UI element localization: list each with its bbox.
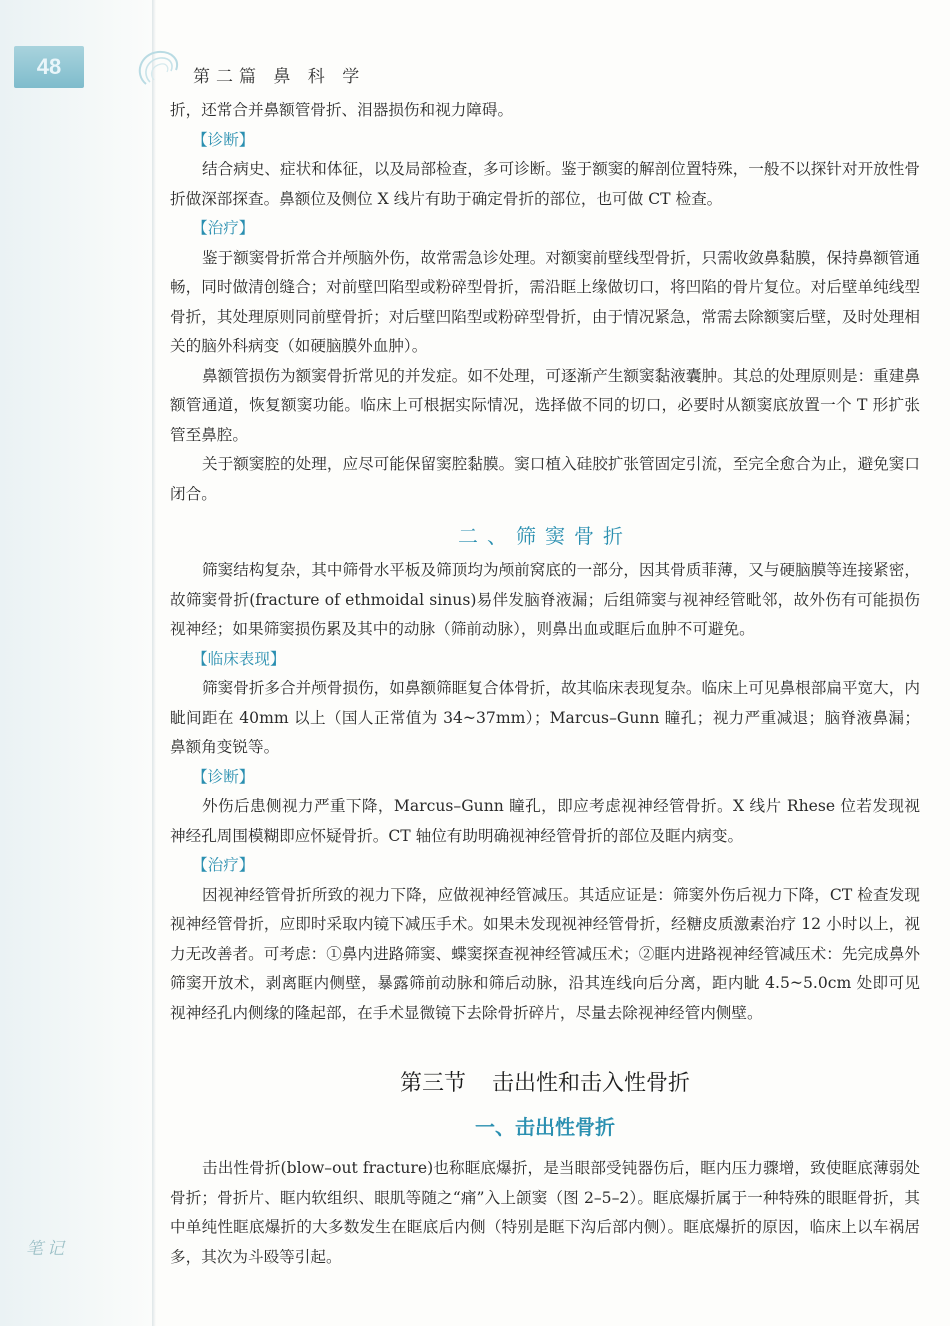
paragraph: 关于额窦腔的处理，应尽可能保留窦腔黏膜。窦口植入硅胶扩张管固定引流，至完全愈合为止，避免窦口闭合。 bbox=[170, 455, 920, 503]
paragraph: 因视神经管骨折所致的视力下降，应做视神经管减压。其适应证是：筛窦外伤后视力下降，CT 检查发现视神经管骨折，应即时采取内镜下减压手术。如果未发现视神经管骨折，经糖皮质激素治疗 12 小时以上，视力无改善者。可考虑：①鼻内进路筛窦、蝶窦探查视神经管减压术；②眶内进路视神经管减压术：先完成鼻外筛窦开放术，剥离眶内侧壁，暴露筛前动脉和筛后动脉，沿其连线向后分离，距内眦 4.5~5.0cm 处即可见视神经孔内侧缘的隆起部，在手术显微镜下去除骨折碎片，尽量去除视神经管内侧壁。 bbox=[170, 885, 920, 1022]
paragraph: 筛窦骨折多合并颅骨损伤，如鼻额筛眶复合体骨折，故其临床表现复杂。临床上可见鼻根部扁平宽大，内眦间距在 40mm 以上（国人正常值为 34~37mm）；Marcus–Gunn 瞳孔；视力严重减退；脑脊液鼻漏；鼻额角变锐等。 bbox=[170, 679, 920, 756]
diagnosis-heading: 【诊断】 bbox=[192, 130, 255, 149]
paragraph: 筛窦结构复杂，其中筛骨水平板及筛顶均为颅前窝底的一部分，因其骨质菲薄，又与硬脑膜等连接紧密，故筛窦骨折(fracture of ethmoidal sinus)易伴发脑脊液漏；后组筛窦与视神经管毗邻，故外伤有可能损伤视神经；如果筛窦损伤累及其中的动脉（筛前动脉），则鼻出血或眶后血肿不可避免。 bbox=[170, 561, 920, 638]
paragraph: 鼻额管损伤为额窦骨折常见的并发症。如不处理，可逐渐产生额窦黏液囊肿。其总的处理原则是：重建鼻额管通道，恢复额窦功能。临床上可根据实际情况，选择做不同的切口，必要时从额窦底放置一个 T 形扩张管至鼻腔。 bbox=[170, 366, 920, 444]
clinical-heading: 【临床表现】 bbox=[192, 649, 286, 668]
section-title-ethmoid: 二、筛窦骨折 bbox=[458, 524, 632, 548]
subsection-title: 一、击出性骨折 bbox=[475, 1115, 615, 1139]
swirl-decoration-icon bbox=[132, 44, 192, 90]
paragraph: 击出性骨折(blow–out fracture)也称眶底爆折，是当眼部受钝器伤后，眶内压力骤增，致使眶底薄弱处骨折；骨折片、眶内软组织、眼肌等随之“痛”入上颌窦（图 2–5–2）。眶底爆折属于一种特殊的眼眶骨折，其中单纯性眶底爆折的大多数发生在眶底后内侧（特别是眶下沟后部内侧）。眶底爆折的原因，临床上以车祸居多，其次为斗殴等引起。 bbox=[170, 1159, 920, 1266]
page-number: 48 bbox=[14, 46, 84, 88]
paragraph: 折，还常合并鼻额管骨折、泪器损伤和视力障碍。 bbox=[170, 101, 514, 119]
notes-label: 笔记 bbox=[26, 1239, 68, 1259]
paragraph: 外伤后患侧视力严重下降，Marcus–Gunn 瞳孔，即应考虑视神经管骨折。X 线片 Rhese 位若发现视神经孔周围模糊即应怀疑骨折。CT 轴位有助明确视神经管骨折的部位及眶内病变。 bbox=[170, 797, 920, 845]
paragraph: 结合病史、症状和体征，以及局部检查，多可诊断。鉴于额窦的解剖位置特殊，一般不以探针对开放性骨折做深部探查。鼻额位及侧位 X 线片有助于确定骨折的部位，也可做 CT 检查。 bbox=[170, 160, 920, 208]
treatment-heading: 【治疗】 bbox=[192, 856, 255, 874]
page-content bbox=[170, 96, 920, 1272]
section-heading bbox=[170, 1066, 920, 1097]
chapter-header: 第二篇 鼻 科 学 bbox=[193, 67, 366, 87]
section-title: 击出性和击入性骨折 bbox=[492, 1071, 691, 1096]
sidebar-edge bbox=[152, 0, 156, 1326]
diagnosis-heading: 【诊断】 bbox=[192, 767, 255, 786]
paragraph: 鉴于额窦骨折常合并颅脑外伤，故常需急诊处理。对额窦前壁线型骨折，只需收敛鼻黏膜，保持鼻额管通畅，同时做清创缝合；对前壁凹陷型或粉碎型骨折，需沿眶上缘做切口，将凹陷的骨片复位。对后壁单纯线型骨折，其处理原则同前壁骨折；对后壁凹陷型或粉碎型骨折，由于情况紧急，常需去除额窦后壁，及时处理相关的脑外科病变（如硬脑膜外血肿）。 bbox=[170, 248, 920, 355]
page-margin-sidebar bbox=[0, 0, 152, 1326]
treatment-heading: 【治疗】 bbox=[192, 219, 255, 237]
section-number: 第三节 bbox=[399, 1071, 466, 1096]
